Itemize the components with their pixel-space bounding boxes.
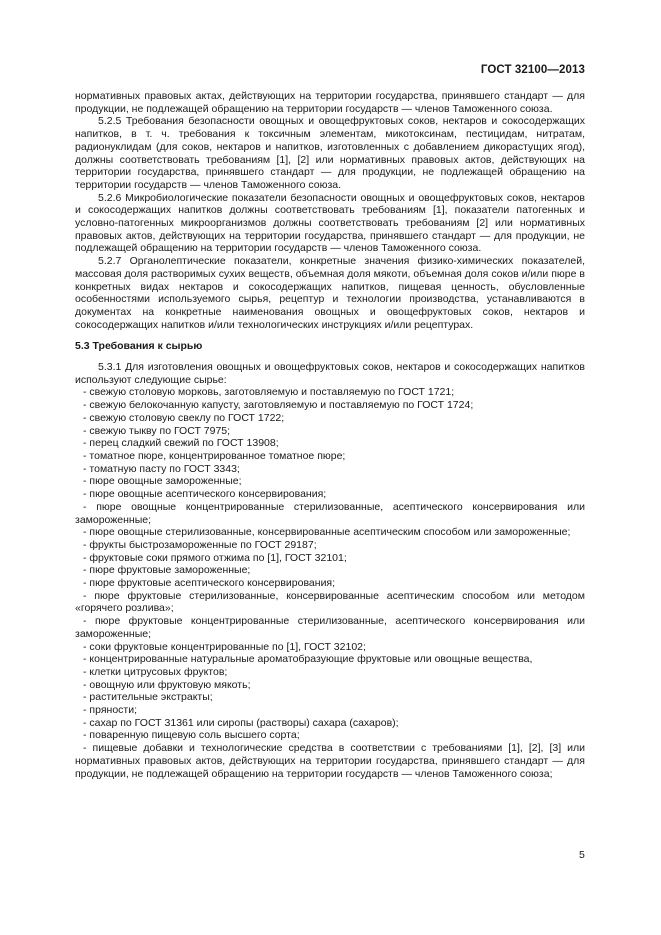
list-item: - томатное пюре, концентрированное томатное пюре; bbox=[75, 450, 585, 463]
raw-materials-list bbox=[75, 386, 585, 780]
list-item: - пюре фруктовые стерилизованные, консервированные асептическим способом или методом «горячего розлива»; bbox=[75, 590, 585, 615]
list-item: - свежую белокочанную капусту, заготовляемую и поставляемую по ГОСТ 1724; bbox=[75, 399, 585, 412]
list-item: - концентрированные натуральные ароматобразующие фруктовые или овощные вещества, bbox=[75, 653, 585, 666]
paragraph-5-2-7: 5.2.7 Органолептические показатели, конкретные значения физико-химических показателей, массовая доля растворимых сухих веществ, объемная доля мякоти, объемная доля соков и/или пюре в конкретных видах нектаров и сокосодержащих напитков, пищевая ценность, обусловленные особенностями используемого сырья, рецептур и технологии производства, устанавливаются в документах на конкретные наименования овощных и овощефруктовых соков, нектаров и сокосодержащих напитков и/или технологических инструкциях и/или рецептурах. bbox=[75, 255, 585, 331]
list-item: - свежую столовую свеклу по ГОСТ 1722; bbox=[75, 412, 585, 425]
list-item: - пюре овощные замороженные; bbox=[75, 475, 585, 488]
paragraph-5-2-5: 5.2.5 Требования безопасности овощных и овощефруктовых соков, нектаров и сокосодержащих напитков, в т. ч. требования к токсичным элементам, микотоксинам, пестицидам, нитратам, радионуклидам (для соков, нектаров и напитков, изготовленных с добавлением дикорастущих ягод), должны соответствовать требованиям [1], [2] или нормативных правовых актов, действующих на территории государства, принявшего стандарт — для продукции, не подлежащей обращению на территории государств — членов Таможенного союза. bbox=[75, 115, 585, 191]
paragraph-continuation: нормативных правовых актах, действующих на территории государства, принявшего стандарт — для продукции, не подлежащей обращению на территории государств — членов Таможенного союза. bbox=[75, 90, 585, 115]
document-body bbox=[75, 90, 585, 780]
list-item: - свежую тыкву по ГОСТ 7975; bbox=[75, 425, 585, 438]
list-item: - пюре фруктовые замороженные; bbox=[75, 564, 585, 577]
list-item: - пюре овощные концентрированные стерилизованные, асептического консервирования или замороженные; bbox=[75, 501, 585, 526]
paragraph-5-2-6: 5.2.6 Микробиологические показатели безопасности овощных и овощефруктовых соков, нектаров и сокосодержащих напитков должны соответствовать требованиям [1], показатели патогенных и условно-патогенных микроорганизмов должны соответствовать требованиям [2] или нормативных правовых актов, действующих на территории государства, принявшего стандарт — для продукции, не подлежащей обращению на территории государств — членов Таможенного союза. bbox=[75, 191, 585, 255]
list-item: - томатную пасту по ГОСТ 3343; bbox=[75, 463, 585, 476]
list-item: - пюре овощные стерилизованные, консервированные асептическим способом или замороженные; bbox=[75, 526, 585, 539]
list-item: - растительные экстракты; bbox=[75, 691, 585, 704]
list-item: - фрукты быстрозамороженные по ГОСТ 29187; bbox=[75, 539, 585, 552]
list-item: - пряности; bbox=[75, 704, 585, 717]
list-item: - пюре овощные асептического консервирования; bbox=[75, 488, 585, 501]
list-item: - сахар по ГОСТ 31361 или сиропы (растворы) сахара (сахаров); bbox=[75, 717, 585, 730]
list-item: - фруктовые соки прямого отжима по [1], ГОСТ 32101; bbox=[75, 552, 585, 565]
list-item: - пищевые добавки и технологические средства в соответствии с требованиями [1], [2], [3] или нормативных правовых актов, действующих на территории государства, принявшего стандарт — для продукции, не подлежащей обращению на территории государств — членов Таможенного союза; bbox=[75, 742, 585, 780]
page-number: 5 bbox=[579, 849, 585, 861]
document-header: ГОСТ 32100—2013 bbox=[480, 64, 585, 76]
list-item: - поваренную пищевую соль высшего сорта; bbox=[75, 729, 585, 742]
section-title-5-3: 5.3 Требования к сырью bbox=[75, 340, 203, 353]
list-item: - свежую столовую морковь, заготовляемую и поставляемую по ГОСТ 1721; bbox=[75, 386, 585, 399]
list-item: - пюре фруктовые концентрированные стерилизованные, асептического консервирования или замороженные; bbox=[75, 615, 585, 640]
list-item: - перец сладкий свежий по ГОСТ 13908; bbox=[75, 437, 585, 450]
paragraph-5-3-1: 5.3.1 Для изготовления овощных и овощефруктовых соков, нектаров и сокосодержащих напитков используют следующие сырье: bbox=[75, 361, 585, 386]
list-item: - овощную или фруктовую мякоть; bbox=[75, 679, 585, 692]
list-item: - пюре фруктовые асептического консервирования; bbox=[75, 577, 585, 590]
list-item: - клетки цитрусовых фруктов; bbox=[75, 666, 585, 679]
list-item: - соки фруктовые концентрированные по [1], ГОСТ 32102; bbox=[75, 641, 585, 654]
